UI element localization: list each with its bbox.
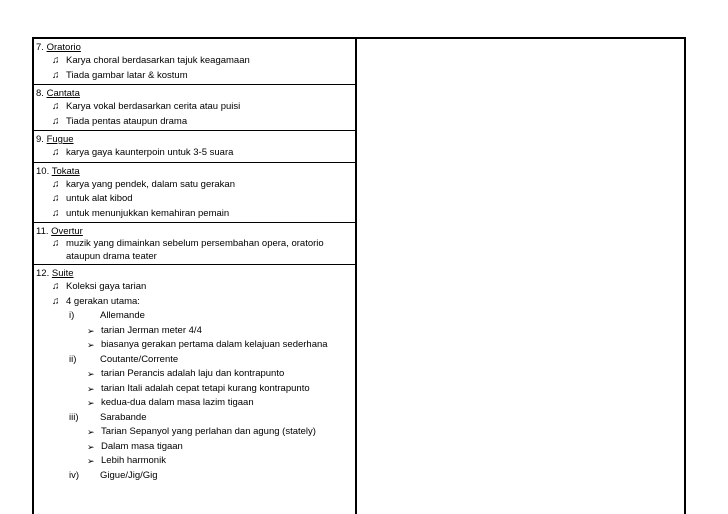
section-title: 12. Suite <box>36 268 74 279</box>
list-item: ♫ Karya choral berdasarkan tajuk keagamaan <box>36 54 353 69</box>
section-heading: Tokata <box>51 165 80 177</box>
movement-item: i) Allemande <box>69 310 145 321</box>
list-item: ♫ untuk menunjukkan kemahiran pemain <box>36 207 353 222</box>
music-note-icon: ♫ <box>52 281 60 292</box>
list-item: ♫ Karya vokal berdasarkan cerita atau puisi <box>36 100 353 115</box>
section-heading: Oratorio <box>46 42 81 53</box>
music-note-icon: ♫ <box>52 207 60 219</box>
arrowhead-icon: ➢ <box>87 456 95 466</box>
arrowhead-icon: ➢ <box>87 427 95 437</box>
movement-item: iv) Gigue/Jig/Gig <box>69 469 158 481</box>
music-note-icon: ♫ <box>52 178 60 190</box>
section-overtur <box>34 223 355 265</box>
sub-list-item: ➢ tarian Itali adalah cepat tetapi kurang kontrapunto <box>36 382 353 397</box>
section-heading: Fugue <box>46 134 74 145</box>
left-column <box>34 39 357 514</box>
list-item: ♫ Koleksi gaya tarian <box>36 280 353 295</box>
section-oratorio <box>34 39 355 85</box>
movement-item: iii) Sarabande <box>69 411 147 423</box>
list-item: ♫ karya yang pendek, dalam satu gerakan <box>36 178 353 193</box>
music-note-icon: ♫ <box>52 115 60 127</box>
section-heading: Suite <box>51 268 74 279</box>
sub-list-item: ➢ tarian Perancis adalah laju dan kontrapunto <box>36 367 353 382</box>
list-item: ♫ Tiada pentas ataupun drama <box>36 115 353 130</box>
list-item: ♫ Tiada gambar latar & kostum <box>36 69 353 84</box>
list-item: ♫ untuk alat kibod <box>36 192 353 207</box>
music-note-icon: ♫ <box>52 55 60 66</box>
arrowhead-icon: ➢ <box>87 383 95 394</box>
music-note-icon: ♫ <box>52 295 60 307</box>
list-item: ♫ muzik yang dimainkan sebelum persembahan opera, oratorio ataupun drama teater <box>52 238 324 262</box>
sub-list-item: ➢ Lebih harmonik <box>36 454 353 469</box>
arrowhead-icon: ➢ <box>87 441 95 452</box>
section-suite <box>34 265 355 514</box>
sub-list-item: ➢ Dalam masa tigaan <box>36 440 353 455</box>
arrowhead-icon: ➢ <box>87 325 95 336</box>
section-title: 8. Cantata <box>36 88 80 99</box>
sub-list-item: ➢ biasanya gerakan pertama dalam kelajuan sederhana <box>36 338 353 353</box>
document-table <box>32 37 686 514</box>
music-note-icon: ♫ <box>52 193 60 204</box>
section-cantata <box>34 85 355 131</box>
arrowhead-icon: ➢ <box>87 369 95 379</box>
sub-list-item: ➢ Tarian Sepanyol yang perlahan dan agung (stately) <box>36 425 353 440</box>
section-title: 11. Overtur <box>36 226 83 237</box>
list-item: ♫ 4 gerakan utama: <box>36 295 353 310</box>
section-title: 10. Tokata <box>36 165 80 177</box>
section-fugue <box>34 131 355 163</box>
music-note-icon: ♫ <box>52 238 60 249</box>
right-column <box>357 39 684 514</box>
sub-list-item: ➢ tarian Jerman meter 4/4 <box>36 324 353 339</box>
sub-list-item: ➢ kedua-dua dalam masa lazim tigaan <box>36 396 353 411</box>
music-note-icon: ♫ <box>52 147 60 158</box>
section-heading: Overtur <box>51 226 83 237</box>
list-item: ♫ karya gaya kaunterpoin untuk 3-5 suara <box>36 146 353 161</box>
music-note-icon: ♫ <box>52 69 60 81</box>
section-tokata <box>34 163 355 224</box>
arrowhead-icon: ➢ <box>87 398 95 408</box>
section-title: 7. Oratorio <box>36 42 81 53</box>
movement-item: ii) Coutante/Corrente <box>69 353 179 365</box>
section-title: 9. Fugue <box>36 134 74 145</box>
section-heading: Cantata <box>46 88 80 99</box>
music-note-icon: ♫ <box>52 101 60 112</box>
arrowhead-icon: ➢ <box>87 340 95 350</box>
